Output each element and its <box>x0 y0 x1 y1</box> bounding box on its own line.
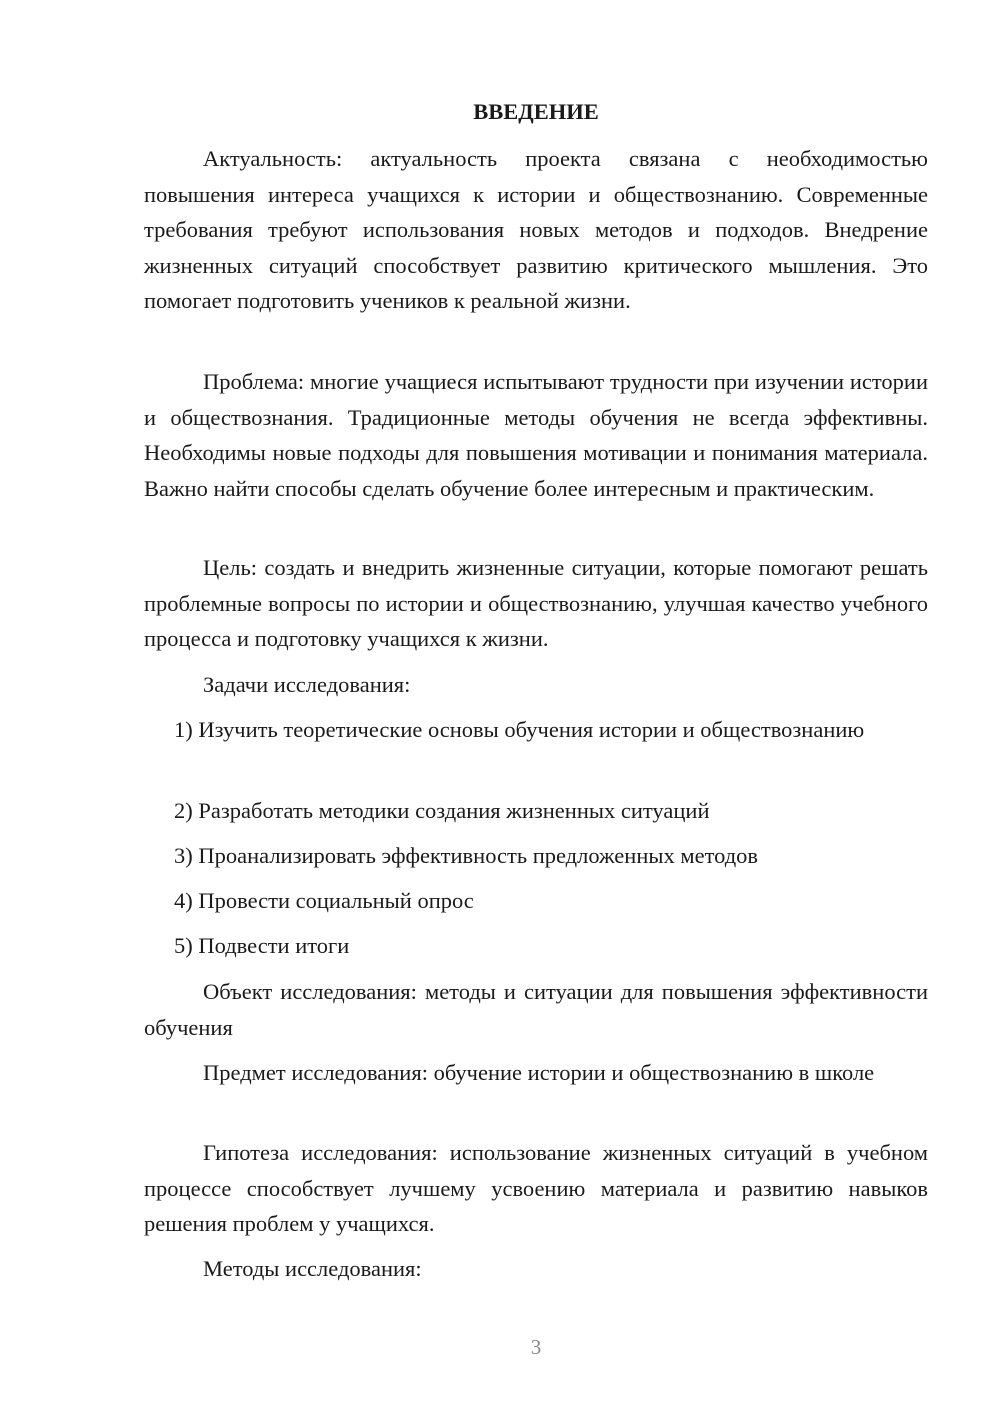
task-item: 4) Провести социальный опрос <box>174 888 474 913</box>
paragraph-subject: Предмет исследования: обучение истории и обществознанию в школе <box>203 1060 875 1085</box>
section-title: ВВЕДЕНИЕ <box>473 99 599 124</box>
page-number: 3 <box>530 1335 542 1359</box>
paragraph-goal: Цель: создать и внедрить жизненные ситуации, которые помогают решать проблемные вопросы по истории и обществознанию, улучшая качество учебного процесса и подготовку учащихся к жизни. <box>144 555 928 651</box>
paragraph-tasks-heading: Задачи исследования: <box>203 672 411 697</box>
paragraph-methods-heading: Методы исследования: <box>203 1256 422 1281</box>
paragraph-relevance: Актуальность: актуальность проекта связана с необходимостью повышения интереса учащихся к истории и обществознанию. Современные требования требуют использования новых методов и подходов. Внедрение жизненных ситуаций способствует развитию критического мышления. Это помогает подготовить учеников к реальной жизни. <box>144 146 928 313</box>
task-item: 1) Изучить теоретические основы обучения истории и обществознанию <box>174 717 865 742</box>
paragraph-hypothesis: Гипотеза исследования: использование жизненных ситуаций в учебном процессе способствует лучшему усвоению материала и развитию навыков решения проблем у учащихся. <box>144 1140 928 1236</box>
task-item: 2) Разработать методики создания жизненных ситуаций <box>174 798 710 823</box>
task-item: 5) Подвести итоги <box>174 933 350 958</box>
task-item: 3) Проанализировать эффективность предложенных методов <box>174 843 759 868</box>
paragraph-problem: Проблема: многие учащиеся испытывают трудности при изучении истории и обществознания. Традиционные методы обучения не всегда эффективны. Необходимы новые подходы для повышения мотивации и понимания материала. Важно найти способы сделать обучение более интересным и практическим. <box>144 369 928 501</box>
paragraph-object: Объект исследования: методы и ситуации для повышения эффективности обучения <box>144 979 928 1040</box>
